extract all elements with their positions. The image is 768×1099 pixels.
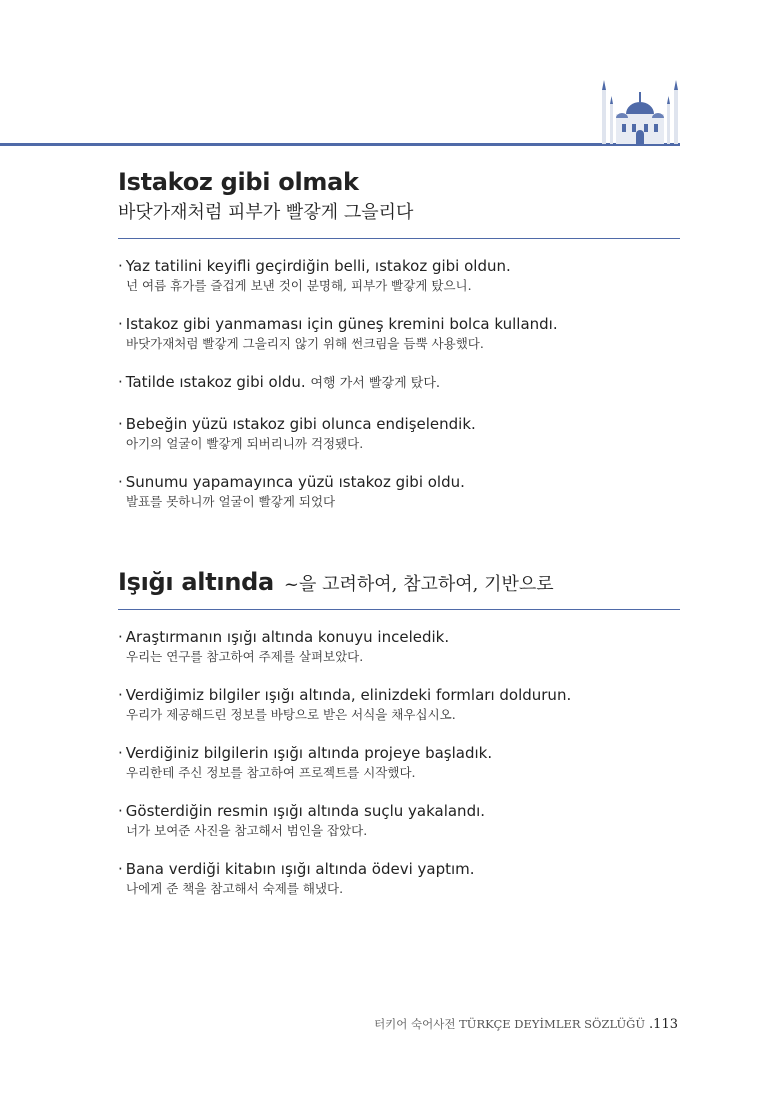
bullet: · <box>118 628 123 646</box>
example-item <box>118 859 680 899</box>
example-item <box>118 372 680 394</box>
example-sentence-ko: 우리한테 주신 정보를 참고하여 프로젝트를 시작했다. <box>126 765 416 780</box>
example-sentence-tr: Tatilde ıstakoz gibi oldu. <box>125 373 306 391</box>
example-sentence-ko: 넌 여름 휴가를 즐겁게 보낸 것이 분명해, 피부가 빨갛게 탔으니. <box>126 278 472 293</box>
bullet: · <box>118 744 123 762</box>
example-sentence-ko: 너가 보여준 사진을 참고해서 범인을 잡았다. <box>126 823 368 838</box>
example-sentence-tr: Araştırmanın ışığı altında konuyu inceledik. <box>125 628 450 646</box>
bullet: · <box>118 315 123 333</box>
bullet: · <box>118 686 123 704</box>
example-item <box>118 256 680 296</box>
bullet: · <box>118 473 123 491</box>
example-item <box>118 743 680 783</box>
example-sentence-tr: Yaz tatilini keyifli geçirdiğin belli, ıstakoz gibi oldun. <box>125 257 511 275</box>
example-sentence-ko: 여행 가서 빨갛게 탔다. <box>310 376 441 391</box>
example-item <box>118 472 680 512</box>
idiom-meaning: ~을 고려하여, 참고하여, 기반으로 <box>283 574 554 595</box>
example-sentence-ko: 아기의 얼굴이 빨갛게 되버리니까 걱정됐다. <box>126 436 364 451</box>
bullet: · <box>118 415 123 433</box>
section-divider <box>118 238 680 239</box>
example-sentence-ko: 발표를 못하니까 얼굴이 빨갛게 되었다 <box>126 494 336 509</box>
page-number: .113 <box>649 1017 678 1032</box>
example-sentence-tr: Bebeğin yüzü ıstakoz gibi olunca endişelendik. <box>125 415 476 433</box>
bullet: · <box>118 257 123 275</box>
idiom-title: Istakoz gibi olmak <box>118 168 359 196</box>
page-footer <box>374 1016 678 1032</box>
idiom-section-istakoz <box>118 168 680 530</box>
idiom-meaning: 바닷가재처럼 피부가 빨갛게 그을리다 <box>118 202 414 223</box>
idiom-section-isigi <box>118 568 680 917</box>
example-sentence-tr: Verdiğiniz bilgilerin ışığı altında projeye başladık. <box>125 744 493 762</box>
bullet: · <box>118 860 123 878</box>
header-rule <box>0 143 680 146</box>
bullet: · <box>118 373 123 391</box>
example-item <box>118 801 680 841</box>
example-sentence-ko: 우리는 연구를 참고하여 주제를 살펴보았다. <box>126 649 364 664</box>
example-item <box>118 627 680 667</box>
idiom-title: Işığı altında <box>118 568 274 596</box>
example-sentence-tr: Istakoz gibi yanmaması için güneş kremini bolca kullandı. <box>125 315 558 333</box>
example-sentence-ko: 바닷가재처럼 빨갛게 그을리지 않기 위해 썬크림을 듬뿍 사용했다. <box>126 336 484 351</box>
example-sentence-ko: 나에게 준 책을 참고해서 숙제를 해냈다. <box>126 881 344 896</box>
section-divider <box>118 609 680 610</box>
example-sentence-tr: Bana verdiği kitabın ışığı altında ödevi yaptım. <box>125 860 475 878</box>
example-sentence-tr: Gösterdiğin resmin ışığı altında suçlu yakalandı. <box>125 802 486 820</box>
example-sentence-tr: Verdiğimiz bilgiler ışığı altında, elinizdeki formları doldurun. <box>125 686 572 704</box>
book-title: 터키어 숙어사전 TÜRKÇE DEYİMLER SÖZLÜĞÜ <box>374 1017 646 1031</box>
example-sentence-ko: 우리가 제공해드린 정보를 바탕으로 받은 서식을 채우십시오. <box>126 707 456 722</box>
bullet: · <box>118 802 123 820</box>
example-item <box>118 685 680 725</box>
example-item <box>118 414 680 454</box>
mosque-icon <box>598 78 682 144</box>
example-item <box>118 314 680 354</box>
example-sentence-tr: Sunumu yapamayınca yüzü ıstakoz gibi oldu. <box>125 473 465 491</box>
